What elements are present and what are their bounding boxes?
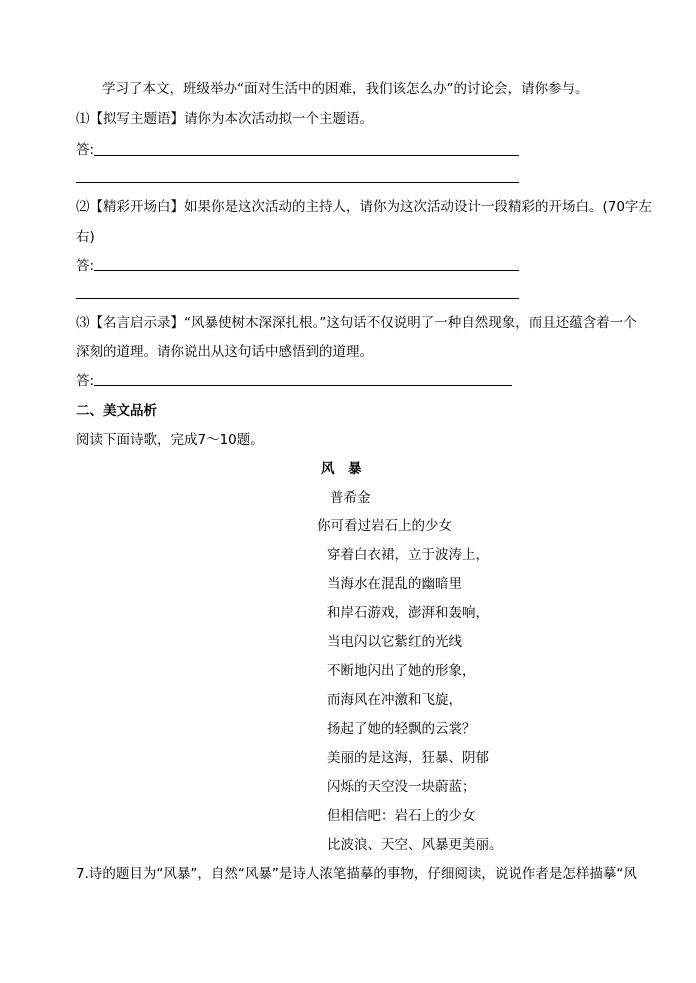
poem-line: 不断地闪出了她的形象， — [327, 663, 476, 679]
section-heading: 二、美文品析 — [76, 403, 157, 419]
answer-line-1b[interactable] — [76, 182, 519, 183]
answer-line-1a[interactable] — [94, 155, 519, 156]
section-instruction: 阅读下面诗歌，完成7～10题。 — [76, 432, 264, 448]
answer-line-2b[interactable] — [76, 298, 519, 299]
answer-line-2a[interactable] — [94, 270, 519, 271]
poem-line: 你可看过岩石上的少女 — [317, 518, 452, 534]
poem-line: 闪烁的天空没一块蔚蓝； — [327, 779, 476, 795]
poem-line: 但相信吧：岩石上的少女 — [327, 808, 476, 824]
answer-line-3[interactable] — [94, 385, 512, 386]
question-2-line-1: ⑵【精彩开场白】如果你是这次活动的主持人，请你为这次活动设计一段精彩的开场白。(70字左 — [76, 199, 652, 215]
answer-label-3: 答: — [76, 373, 95, 389]
question-2-line-2: 右) — [76, 229, 95, 245]
poem-line: 而海风在冲激和飞旋， — [327, 692, 462, 708]
poem-line: 穿着白衣裙，立于波涛上， — [327, 547, 489, 563]
poem-line: 扬起了她的轻飘的云裳？ — [327, 721, 476, 737]
poem-author: 普希金 — [330, 490, 371, 506]
question-1-text: ⑴【拟写主题语】请你为本次活动拟一个主题语。 — [76, 111, 373, 127]
poem-line: 当电闪以它紫红的光线 — [327, 634, 462, 650]
intro-line: 学习了本文，班级举办“面对生活中的困难，我们该怎么办”的讨论会，请你参与。 — [102, 81, 589, 97]
poem-line: 和岸石游戏，澎湃和轰响， — [327, 605, 489, 621]
poem-title: 风 暴 — [321, 461, 362, 477]
poem-line: 比波浪、天空、风暴更美丽。 — [327, 837, 503, 853]
question-3-line-2: 深刻的道理。请你说出从这句话中感悟到的道理。 — [76, 344, 373, 360]
poem-line: 当海水在混乱的幽暗里 — [327, 576, 462, 592]
question-3-line-1: ⑶【名言启示录】“风暴使树木深深扎根。”这句话不仅说明了一种自然现象，而且还蕴含着一个 — [76, 315, 637, 331]
question-1 — [76, 110, 373, 128]
answer-label-2: 答: — [76, 258, 95, 274]
question-7: 7.诗的题目为“风暴”，自然“风暴”是诗人浓笔描摹的事物，仔细阅读，说说作者是怎样描摹“风 — [76, 866, 637, 882]
answer-label-1: 答: — [76, 142, 95, 158]
poem-line: 美丽的是这海，狂暴、阴郁 — [327, 750, 489, 766]
